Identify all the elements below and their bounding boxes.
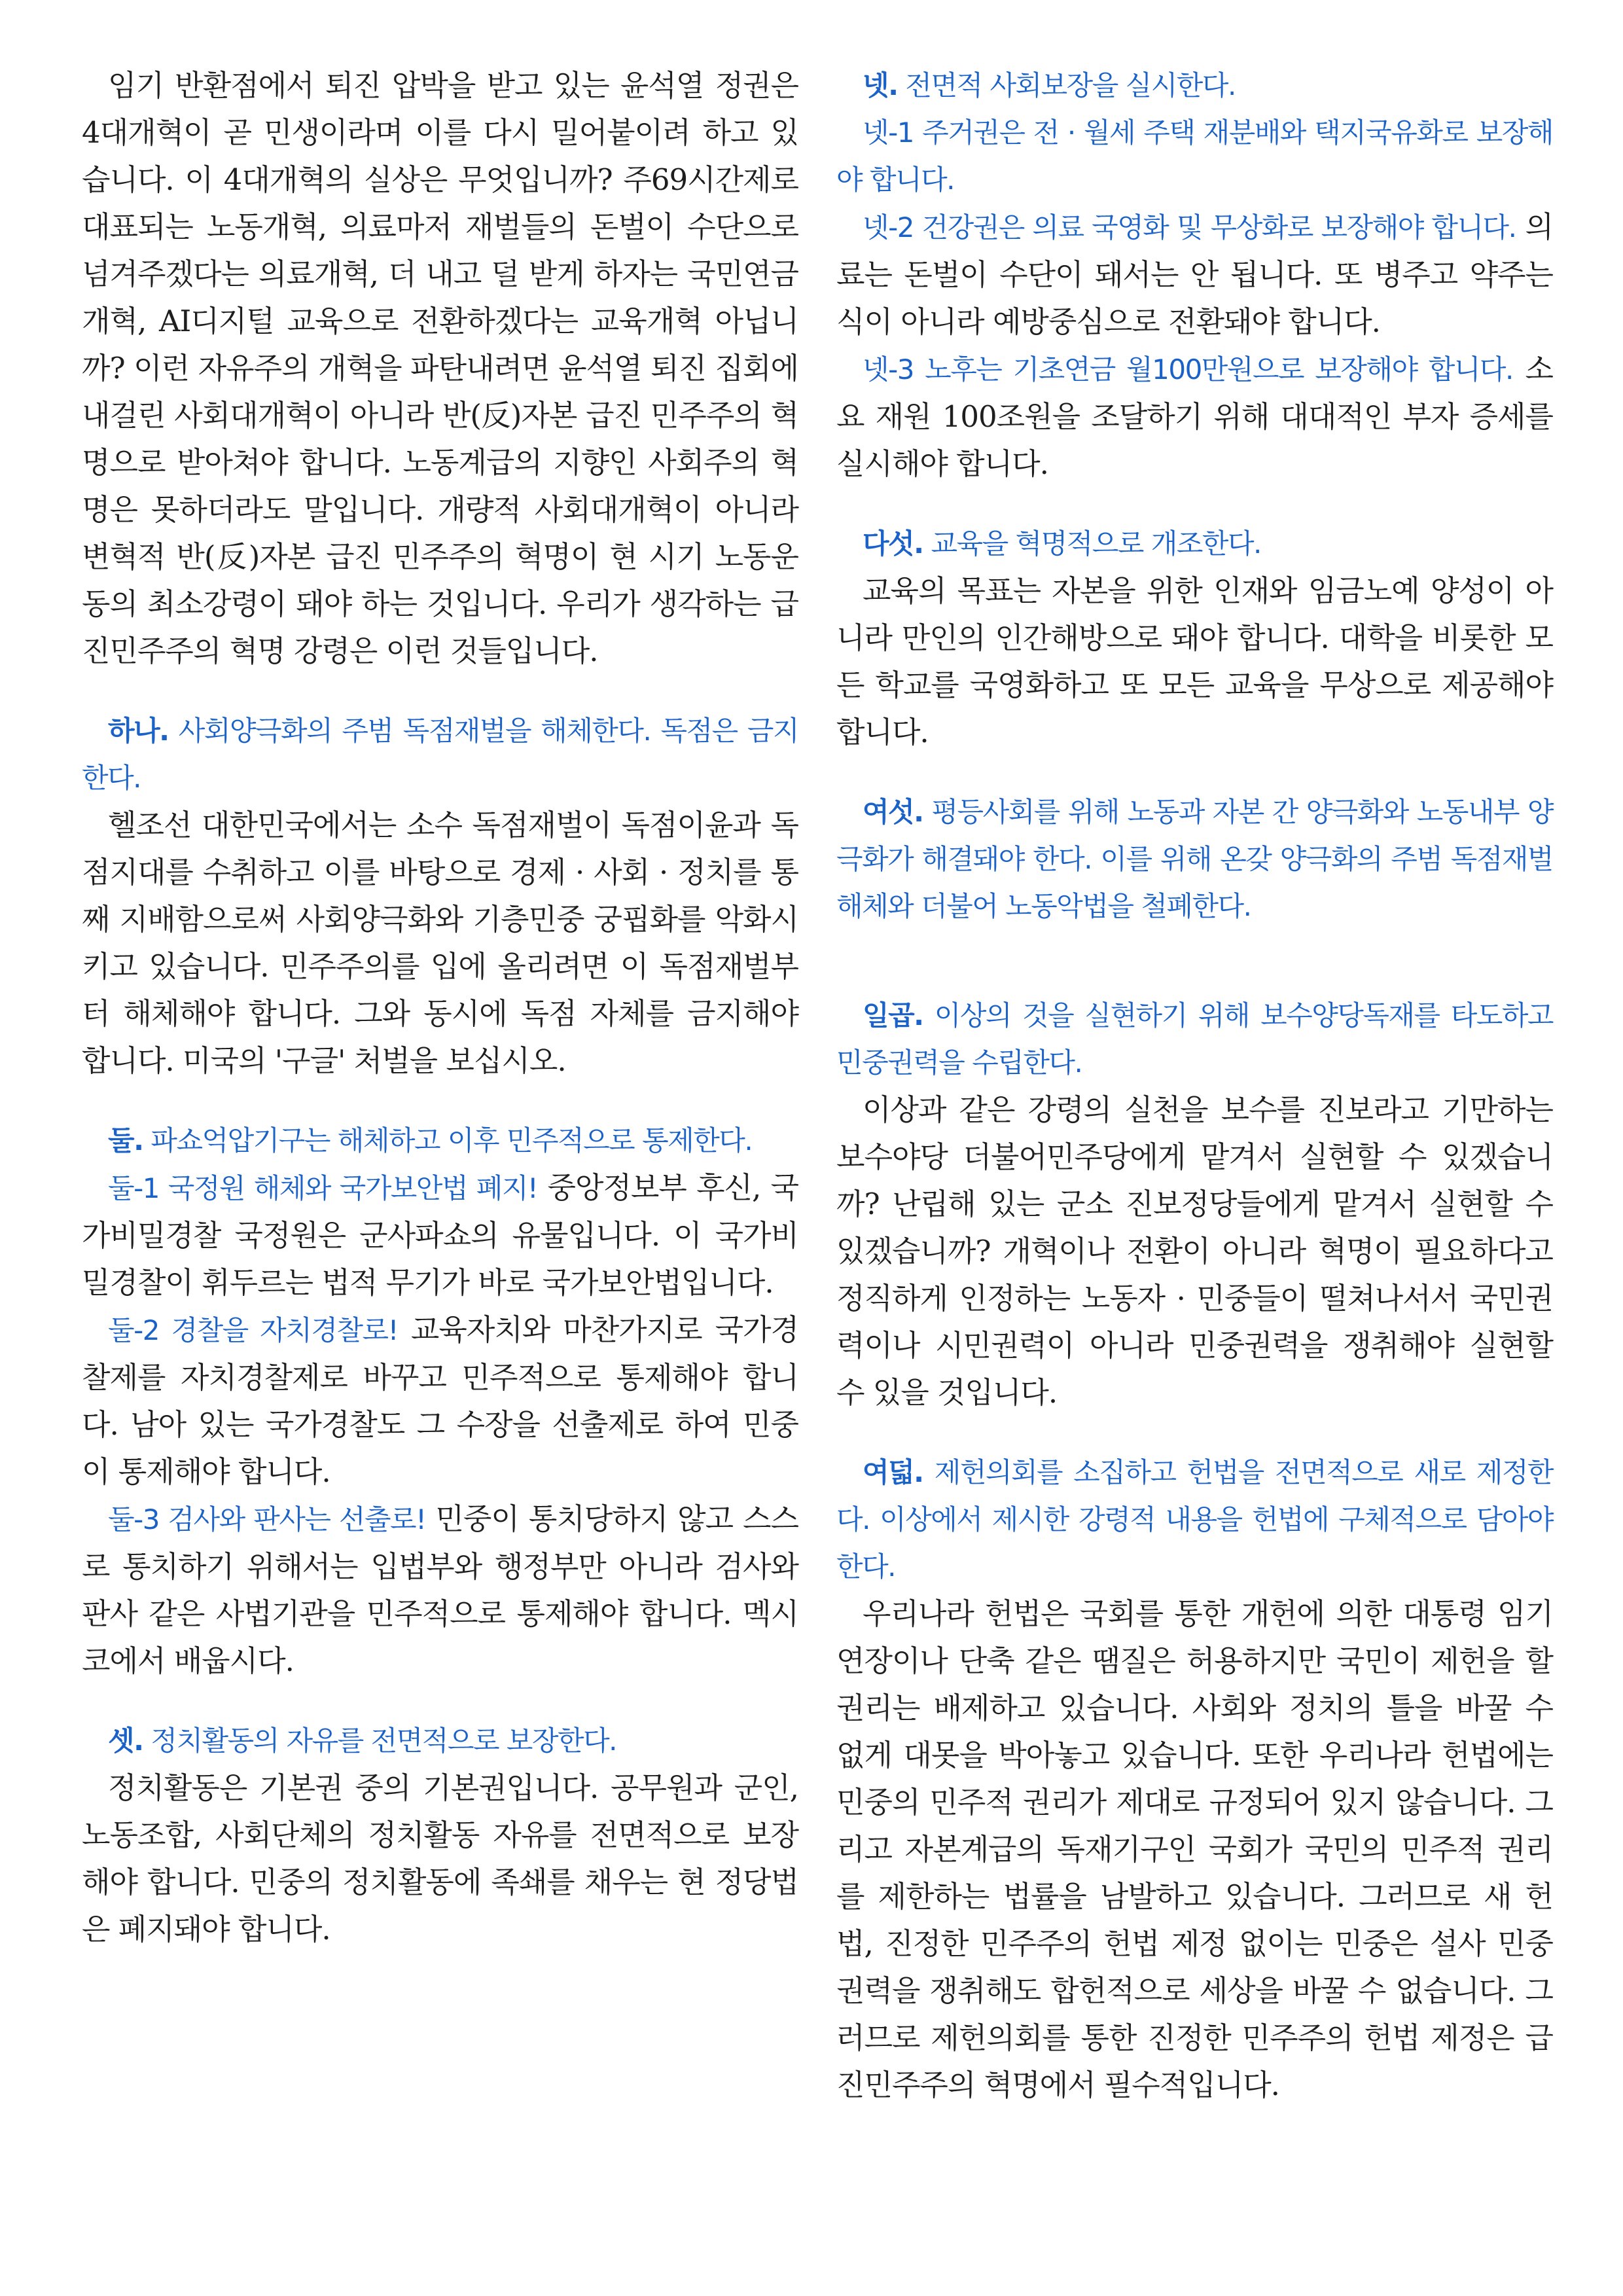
- item1-body: 헬조선 대한민국에서는 소수 독점재벌이 독점이윤과 독점지대를 수취하고 이를 바탕으로 경제 · 사회 · 정치를 통째 지배함으로써 사회양극화와 기층민중 궁핍화를 악화시키고 있습니다. 민주주의를 입에 올리려면 이 독점재벌부터 해체해야 합니다. 그와 동시에 독점 자체를 금지해야 합니다. 미국의 '구글' 처벌을 보십시오.: [82, 808, 798, 1078]
- item2-sub3-title: 둘-3 검사와 판사는 선출로!: [108, 1503, 426, 1535]
- item2-title: 파쇼억압기구는 해체하고 이후 민주적으로 통제한다.: [151, 1124, 753, 1157]
- item4-sub1-title: 넷-1 주거권은 전 · 월세 주택 재분배와 택지국유화로 보장해야 합니다.: [836, 117, 1553, 196]
- item8-heading: [836, 1449, 1553, 1590]
- item7-number: 일곱.: [863, 999, 923, 1031]
- item7-title: 이상의 것을 실현하기 위해 보수양당독재를 타도하고 민중권력을 수립한다.: [836, 999, 1553, 1079]
- item7-heading: [836, 992, 1553, 1086]
- item7-body: 이상과 같은 강령의 실천을 보수를 진보라고 기만하는 보수야당 더불어민주당에게 맡겨서 실현할 수 있겠습니까? 난립해 있는 군소 진보정당들에게 맡겨서 실현할 수 있겠습니까? 개혁이나 전환이 아니라 혁명이 필요하다고 정직하게 인정하는 노동자 · 민중들이 떨쳐나서서 국민권력이나 시민권력이 아니라 민중권력을 쟁취해야 실현할 수 있을 것입니다.: [836, 1092, 1553, 1410]
- item2-sub2-body: 교육자치와 마찬가지로 국가경찰제를 자치경찰제로 바꾸고 민주적으로 통제해야 합니다. 남아 있는 국가경찰도 그 수장을 선출제로 하여 민중이 통제해야 합니다.: [82, 1312, 798, 1489]
- item4-sub3: [836, 346, 1553, 488]
- item4-sub3-title: 넷-3 노후는 기초연금 월100만원으로 보장해야 합니다.: [863, 353, 1513, 386]
- item4-sub2-title: 넷-2 건강권은 의료 국영화 및 무상화로 보장해야 합니다.: [863, 211, 1516, 243]
- item4-heading: [836, 62, 1553, 109]
- item5-heading: [836, 520, 1553, 567]
- item2-sub3: [82, 1496, 798, 1685]
- item3-title: 정치활동의 자유를 전면적으로 보장한다.: [151, 1725, 617, 1757]
- item4-sub2: [836, 204, 1553, 346]
- item5-body: 교육의 목표는 자본을 위한 인재와 임금노예 양성이 아니라 만인의 인간해방으로 돼야 합니다. 대학을 비롯한 모든 학교를 국영화하고 또 모든 교육을 무상으로 제공해야 합니다.: [836, 573, 1553, 749]
- item6-heading: [836, 789, 1553, 930]
- item2-sub2: [82, 1306, 798, 1496]
- item4-sub3-body: 소요 재원 100조원을 조달하기 위해 대대적인 부자 증세를 실시해야 합니다.: [836, 351, 1553, 481]
- item2-sub1-body: 중앙정보부 후신, 국가비밀경찰 국정원은 군사파쇼의 유물입니다. 이 국가비밀경찰이 휘두르는 법적 무기가 바로 국가보안법입니다.: [82, 1170, 798, 1300]
- item8-number: 여덟.: [863, 1456, 923, 1488]
- item5-title: 교육을 혁명적으로 개조한다.: [931, 528, 1261, 560]
- item1-number: 하나.: [108, 715, 169, 747]
- item4-number: 넷.: [863, 69, 898, 101]
- item2-heading: [82, 1117, 798, 1164]
- left-column: [82, 62, 798, 1953]
- item2-sub1: [82, 1164, 798, 1306]
- item6-title: 평등사회를 위해 노동과 자본 간 양극화와 노동내부 양극화가 해결돼야 한다. 이를 위해 온갖 양극화의 주범 독점재벌 해체와 더불어 노동악법을 철폐한다.: [836, 796, 1553, 922]
- item4-title: 전면적 사회보장을 실시한다.: [905, 69, 1236, 101]
- item3-number: 셋.: [108, 1725, 143, 1757]
- item2-sub1-title: 둘-1 국정원 해체와 국가보안법 폐지!: [108, 1172, 538, 1204]
- item2-sub3-body: 민중이 통치당하지 않고 스스로 통치하기 위해서는 입법부와 행정부만 아니라 검사와 판사 같은 사법기관을 민주적으로 통제해야 합니다. 멕시코에서 배웁시다.: [82, 1501, 798, 1678]
- item1-title: 사회양극화의 주범 독점재벌을 해체한다. 독점은 금지한다.: [82, 715, 798, 794]
- item6-number: 여섯.: [863, 796, 923, 828]
- right-column: [836, 62, 1553, 2109]
- item3-heading: [82, 1717, 798, 1765]
- item8-title: 제헌의회를 소집하고 헌법을 전면적으로 새로 제정한다. 이상에서 제시한 강령적 내용을 헌법에 구체적으로 담아야 한다.: [836, 1456, 1553, 1583]
- intro-paragraph: 임기 반환점에서 퇴진 압박을 받고 있는 윤석열 정권은 4대개혁이 곧 민생이라며 이를 다시 밀어붙이려 하고 있습니다. 이 4대개혁의 실상은 무엇입니까? 주69시간제로 대표되는 노동개혁, 의료마저 재벌들의 돈벌이 수단으로 넘겨주겠다는 의료개혁, 더 내고 덜 받게 하자는 국민연금개혁, AI디지털 교육으로 전환하겠다는 교육개혁 아닙니까? 이런 자유주의 개혁을 파탄내려면 윤석열 퇴진 집회에 내걸린 사회대개혁이 아니라 반(反)자본 급진 민주주의 혁명으로 받아쳐야 합니다. 노동계급의 지향인 사회주의 혁명은 못하더라도 말입니다. 개량적 사회대개혁이 아니라 변혁적 반(反)자본 급진 민주주의 혁명이 현 시기 노동운동의 최소강령이 돼야 하는 것입니다. 우리가 생각하는 급진민주주의 혁명 강령은 이런 것들입니다.: [82, 68, 798, 668]
- item3-body: 정치활동은 기본권 중의 기본권입니다. 공무원과 군인, 노동조합, 사회단체의 정치활동 자유를 전면적으로 보장해야 합니다. 민중의 정치활동에 족쇄를 채우는 현 정당법은 폐지돼야 합니다.: [82, 1770, 798, 1946]
- item1-heading: [82, 708, 798, 802]
- item4-sub2-body: 의료는 돈벌이 수단이 돼서는 안 됩니다. 또 병주고 약주는 식이 아니라 예방중심으로 전환돼야 합니다.: [836, 209, 1553, 339]
- item2-number: 둘.: [108, 1124, 143, 1157]
- item2-sub2-title: 둘-2 경찰을 자치경찰로!: [108, 1314, 398, 1346]
- item8-body: 우리나라 헌법은 국회를 통한 개헌에 의한 대통령 임기연장이나 단축 같은 땜질은 허용하지만 국민이 제헌을 할 권리는 배제하고 있습니다. 사회와 정치의 틀을 바꿀 수 없게 대못을 박아놓고 있습니다. 또한 우리나라 헌법에는 민중의 민주적 권리가 제대로 규정되어 있지 않습니다. 그리고 자본계급의 독재기구인 국회가 국민의 민주적 권리를 제한하는 법률을 남발하고 있습니다. 그러므로 새 헌법, 진정한 민주주의 헌법 제정 없이는 민중은 설사 민중권력을 쟁취해도 합헌적으로 세상을 바꿀 수 없습니다. 그러므로 제헌의회를 통한 진정한 민주주의 헌법 제정은 급진민주주의 혁명에서 필수적입니다.: [836, 1596, 1553, 2102]
- item5-number: 다섯.: [863, 528, 923, 560]
